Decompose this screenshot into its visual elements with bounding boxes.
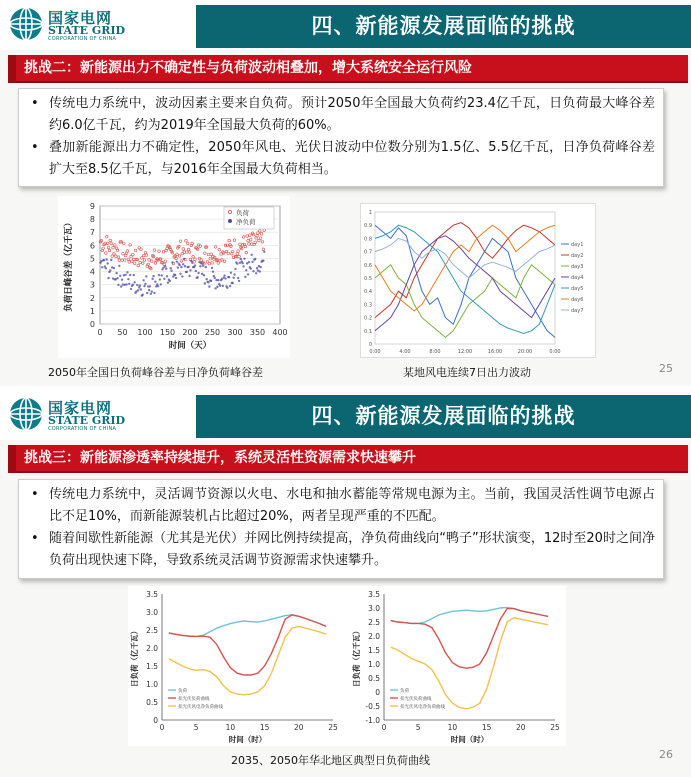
duck-chart-2050 [350, 586, 565, 746]
scatter-point [255, 272, 257, 274]
scatter-point [149, 285, 151, 287]
scatter-point [121, 278, 123, 280]
scatter-point [211, 267, 213, 269]
x-tick-label: 20:00 [517, 349, 533, 355]
page-number: 25 [659, 362, 673, 375]
legend-label: 负荷 [236, 209, 249, 217]
scatter-point [165, 268, 167, 270]
scatter-point [223, 274, 225, 276]
logo-en: STATE GRID [48, 24, 126, 37]
scatter-point [174, 274, 176, 276]
bullet-item: • 传统电力系统中，波动因素主要来自负荷。预计2050年全国最大负荷约23.4亿千瓦，日负荷最大峰谷差约6.0亿千瓦，约为2019年全国最大负荷的60%。 [27, 93, 655, 137]
y-tick-label: 3.5 [368, 590, 380, 599]
scatter-point [217, 279, 219, 281]
scatter-point [177, 266, 179, 268]
globe-icon [8, 6, 44, 42]
scatter-point [188, 275, 190, 277]
scatter-point [183, 258, 185, 260]
legend-label: day7 [571, 308, 584, 314]
scatter-point [212, 270, 214, 272]
page-title: 四、新能源发展面临的挑战 [196, 395, 691, 438]
scatter-point [187, 266, 189, 268]
scatter-point [189, 269, 191, 271]
scatter-point [214, 277, 216, 279]
scatter-point [164, 265, 166, 267]
scatter-point [203, 274, 205, 276]
scatter-point [140, 288, 142, 290]
scatter-point [245, 269, 247, 271]
y-tick-label: 9 [89, 202, 95, 211]
scatter-point [180, 266, 182, 268]
scatter-point [175, 277, 177, 279]
x-tick-label: 4:00 [399, 349, 411, 355]
scatter-point [137, 289, 139, 291]
scatter-point [151, 278, 153, 280]
x-tick-label: 8:00 [429, 349, 441, 355]
scatter-point [247, 273, 249, 275]
y-tick-label: 1.5 [146, 662, 158, 671]
scatter-point [136, 284, 138, 286]
legend-marker [228, 219, 231, 222]
x-tick-label: 10 [447, 723, 458, 732]
scatter-point [166, 275, 168, 277]
scatter-point [106, 262, 108, 264]
legend-label: 扣光伏负荷曲线 [400, 697, 432, 702]
scatter-point [254, 258, 256, 260]
slide-header [0, 0, 691, 50]
bullet-item: • 叠加新能源出力不确定性，2050年风电、光伏日波动中位数分别为1.5亿、5.5亿千瓦，日净负荷峰谷差扩大至8.5亿千瓦，与2016年全国最大负荷相当。 [27, 137, 655, 181]
scatter-point [120, 285, 122, 287]
x-axis-label: 时间（时） [450, 735, 489, 744]
scatter-point [117, 284, 119, 286]
scatter-point [259, 266, 261, 268]
scatter-point [101, 266, 103, 268]
scatter-point [237, 277, 239, 279]
legend-label: day3 [571, 264, 584, 270]
y-tick-label: 6 [89, 241, 95, 251]
y-tick-label: 0.6 [364, 262, 372, 269]
scatter-point [182, 263, 184, 265]
challenge-banner [8, 445, 688, 473]
scatter-point [222, 285, 224, 287]
y-tick-label: 2.0 [368, 632, 380, 641]
x-tick-label: 0 [159, 723, 165, 732]
y-tick-label: 3 [89, 280, 95, 290]
y-tick-label: 8 [89, 215, 95, 225]
scatter-point [224, 277, 226, 279]
scatter-point [110, 259, 112, 261]
page-title: 四、新能源发展面临的挑战 [196, 5, 691, 48]
wind-plot [361, 204, 597, 359]
scatter-point [116, 277, 118, 279]
y-tick-label: 0.3 [364, 302, 372, 309]
scatter-point [129, 274, 131, 276]
scatter-point [205, 266, 207, 268]
wind-line-chart [360, 203, 596, 358]
legend-label: 扣光伏风电净负荷曲线 [178, 705, 223, 710]
scatter-point [154, 280, 156, 282]
x-tick-label: 12:00 [457, 349, 473, 355]
scatter-point [153, 292, 155, 294]
scatter-point [171, 261, 173, 263]
state-grid-logo [8, 6, 178, 44]
y-tick-label: 1.5 [368, 646, 380, 655]
scatter-plot [58, 196, 290, 358]
legend-label: day1 [571, 242, 584, 248]
scatter-point [144, 283, 146, 285]
scatter-point [169, 280, 171, 282]
y-tick-label: 0.8 [364, 236, 372, 243]
scatter-point [243, 257, 245, 259]
scatter-point [248, 261, 250, 263]
scatter-point [256, 267, 258, 269]
scatter-point [199, 265, 201, 267]
y-tick-label: 0.4 [364, 289, 372, 296]
logo-cn: 国家电网 [48, 9, 113, 27]
legend-label: 扣光伏风电净负荷曲线 [400, 705, 445, 710]
scatter-point [139, 284, 141, 286]
scatter-point [197, 272, 199, 274]
scatter-point [179, 273, 181, 275]
scatter-point [124, 274, 126, 276]
scatter-point [106, 258, 108, 260]
x-tick-label: 300 [227, 328, 243, 337]
x-tick-label: 50 [117, 328, 128, 337]
y-axis-label: 日负荷（亿千瓦） [352, 627, 361, 687]
scatter-point [151, 290, 153, 292]
logo-en-small: CORPORATION OF CHINA [48, 426, 117, 432]
series-line [391, 607, 548, 623]
y-tick-label: 0 [153, 716, 158, 725]
y-tick-label: 1.0 [368, 660, 380, 669]
legend-label: 负荷 [178, 689, 187, 694]
scatter-point [133, 274, 135, 276]
scatter-point [186, 271, 188, 273]
y-tick-label: 0.1 [364, 328, 372, 335]
scatter-point [148, 289, 150, 291]
x-tick-label: 5 [193, 723, 199, 732]
scatter-point [219, 285, 221, 287]
scatter-point [244, 276, 246, 278]
scatter-point [126, 271, 128, 273]
y-tick-label: 1.0 [146, 680, 158, 689]
y-tick-label: 0.7 [364, 249, 372, 256]
scatter-point [232, 282, 234, 284]
scatter-point [127, 278, 129, 280]
scatter-point [202, 265, 204, 267]
scatter-point [160, 283, 162, 285]
scatter-point [181, 275, 183, 277]
duck-chart-2035 [128, 586, 343, 746]
scatter-point [128, 283, 130, 285]
y-tick-label: 2.0 [146, 644, 158, 653]
x-axis-label: 时间（时） [228, 735, 267, 744]
scatter-point [210, 280, 212, 282]
text-box [18, 479, 664, 579]
scatter-point [169, 267, 171, 269]
scatter-point [191, 262, 193, 264]
scatter-point [163, 278, 165, 280]
legend-label: day4 [571, 275, 584, 281]
y-tick-label: 1 [89, 306, 95, 316]
scatter-point [226, 287, 228, 289]
x-tick-label: 100 [137, 328, 153, 337]
x-tick-label: 0 [381, 723, 387, 732]
scatter-point [103, 259, 105, 261]
y-tick-label: 0 [89, 320, 95, 329]
y-tick-label: 0.5 [146, 698, 158, 707]
x-tick-label: 400 [272, 328, 288, 337]
bullet-item: • 传统电力系统中，灵活调节资源以火电、水电和抽水蓄能等常规电源为主。当前，我国灵活性调节电源占比不足10%，而新能源装机占比超过20%，两者呈现严重的不匹配。 [27, 484, 655, 528]
x-tick-label: 25 [550, 723, 560, 732]
challenge-text: 挑战二：新能源出力不确定性与负荷波动相叠加，增大系统安全运行风险 [24, 60, 472, 76]
scatter-point [133, 281, 135, 283]
scatter-point [178, 264, 180, 266]
y-tick-label: -0.5 [365, 702, 380, 711]
challenge-text: 挑战三：新能源渗透率持续提升，系统灵活性资源需求快速攀升 [24, 450, 416, 466]
y-axis-label: 日负荷（亿千瓦） [130, 627, 139, 687]
scatter-point [146, 292, 148, 294]
scatter-point [105, 267, 107, 269]
y-tick-label: 0.5 [368, 674, 380, 683]
scatter-point [184, 265, 186, 267]
scatter-point [107, 277, 109, 279]
state-grid-logo [8, 396, 178, 434]
scatter-point [250, 254, 252, 256]
x-tick-label: 5 [415, 723, 421, 732]
scatter-point [262, 260, 264, 262]
scatter-chart [58, 196, 290, 358]
y-tick-label: 3.0 [368, 604, 380, 613]
slide-26 [0, 390, 691, 777]
y-tick-label: 0.9 [364, 223, 372, 230]
legend-label: day5 [571, 286, 584, 292]
y-tick-label: 4 [89, 267, 95, 277]
scatter-point [157, 285, 159, 287]
series-line [391, 618, 548, 709]
scatter-point [176, 260, 178, 262]
x-tick-label: 0:00 [369, 349, 381, 355]
scatter-point [240, 258, 242, 260]
scatter-point [238, 280, 240, 282]
figure-caption: 2035、2050年华北地区典型日负荷曲线 [231, 754, 430, 767]
x-tick-label: 20 [516, 723, 526, 732]
scatter-point [109, 269, 111, 271]
scatter-point [252, 270, 254, 272]
x-tick-label: 15 [259, 723, 270, 732]
scatter-point [241, 262, 243, 264]
scatter-point [196, 276, 198, 278]
scatter-point [208, 285, 210, 287]
legend-label: 扣光伏负荷曲线 [178, 697, 210, 702]
scatter-point [132, 284, 134, 286]
scatter-point [152, 275, 154, 277]
globe-icon [8, 396, 44, 432]
scatter-point [158, 274, 160, 276]
x-tick-label: 15 [481, 723, 492, 732]
scatter-point [205, 278, 207, 280]
y-tick-label: 7 [89, 228, 95, 238]
scatter-point [115, 272, 117, 274]
y-tick-label: 1 [368, 210, 372, 216]
y-tick-label: 2.5 [146, 626, 158, 635]
x-tick-label: 350 [249, 328, 266, 337]
scatter-point [214, 287, 216, 289]
legend-label: 负荷 [400, 689, 409, 694]
x-tick-label: 0:00 [549, 349, 561, 355]
scatter-point [142, 279, 144, 281]
scatter-point [194, 264, 196, 266]
slide-25 [0, 0, 691, 386]
scatter-point [242, 265, 244, 267]
x-tick-label: 200 [182, 328, 198, 337]
scatter-point [145, 275, 147, 277]
scatter-point [113, 267, 115, 269]
figure-caption: 2050年全国日负荷峰谷差与日净负荷峰谷差 [48, 366, 263, 379]
x-tick-label: 0 [97, 328, 103, 337]
y-tick-label: 0.5 [364, 276, 372, 282]
x-tick-label: 20 [294, 723, 304, 732]
y-tick-label: 0 [368, 342, 372, 348]
logo-en-small: CORPORATION OF CHINA [48, 36, 117, 42]
x-tick-label: 16:00 [487, 349, 503, 355]
legend-label: day2 [571, 253, 584, 259]
text-box [18, 88, 664, 187]
scatter-point [259, 270, 261, 272]
x-tick-label: 250 [204, 328, 221, 337]
figure-caption: 某地风电连续7日出力波动 [403, 366, 531, 379]
legend-label: day6 [571, 297, 584, 303]
y-tick-label: 3.5 [146, 590, 158, 599]
slide-header [0, 390, 691, 440]
scatter-point [216, 286, 218, 288]
scatter-point [119, 275, 121, 277]
scatter-point [251, 261, 253, 263]
scatter-point [170, 270, 172, 272]
scatter-point [233, 273, 235, 275]
scatter-point [232, 277, 234, 279]
y-tick-label: 2 [89, 293, 95, 303]
scatter-point [150, 293, 152, 295]
x-tick-label: 25 [328, 723, 338, 732]
scatter-point [229, 285, 231, 287]
scatter-point [160, 274, 162, 276]
scatter-point [263, 251, 265, 253]
scatter-point [230, 272, 232, 274]
scatter-point [142, 294, 144, 296]
scatter-point [207, 281, 209, 283]
y-tick-label: -1.0 [365, 716, 380, 725]
y-tick-label: 5 [89, 254, 95, 264]
series-line [169, 615, 326, 675]
scatter-point [159, 278, 161, 280]
scatter-point [236, 263, 238, 265]
scatter-point [118, 265, 120, 267]
scatter-point [195, 270, 197, 272]
scatter-point [250, 267, 252, 269]
y-tick-label: 0.2 [364, 315, 372, 322]
scatter-point [167, 281, 169, 283]
x-tick-label: 150 [159, 328, 176, 337]
scatter-point [228, 276, 230, 278]
y-tick-label: 3.0 [146, 608, 158, 617]
logo-en: STATE GRID [48, 414, 126, 427]
challenge-banner [8, 55, 688, 83]
scatter-point [125, 283, 127, 285]
scatter-point [234, 268, 236, 270]
scatter-point [200, 262, 202, 264]
scatter-point [204, 282, 206, 284]
scatter-point [143, 285, 145, 287]
duck-curve-panel [128, 586, 566, 746]
x-axis-label: 时间（天） [168, 341, 212, 351]
scatter-point [130, 288, 132, 290]
y-tick-label: 0 [375, 688, 380, 697]
logo-cn: 国家电网 [48, 399, 113, 417]
y-tick-label: 2.5 [368, 618, 380, 627]
legend-label: 净负荷 [236, 218, 256, 226]
bullet-item: • 随着间歇性新能源（尤其是光伏）并网比例持续提高，净负荷曲线向“鸭子”形状演变，12时至20时之间净负荷出现快速下降，导致系统灵活调节资源需求快速攀升。 [27, 528, 655, 572]
x-tick-label: 10 [225, 723, 236, 732]
page-number: 26 [659, 748, 673, 761]
y-axis-label: 负荷日峰谷差（亿千瓦） [64, 218, 74, 312]
